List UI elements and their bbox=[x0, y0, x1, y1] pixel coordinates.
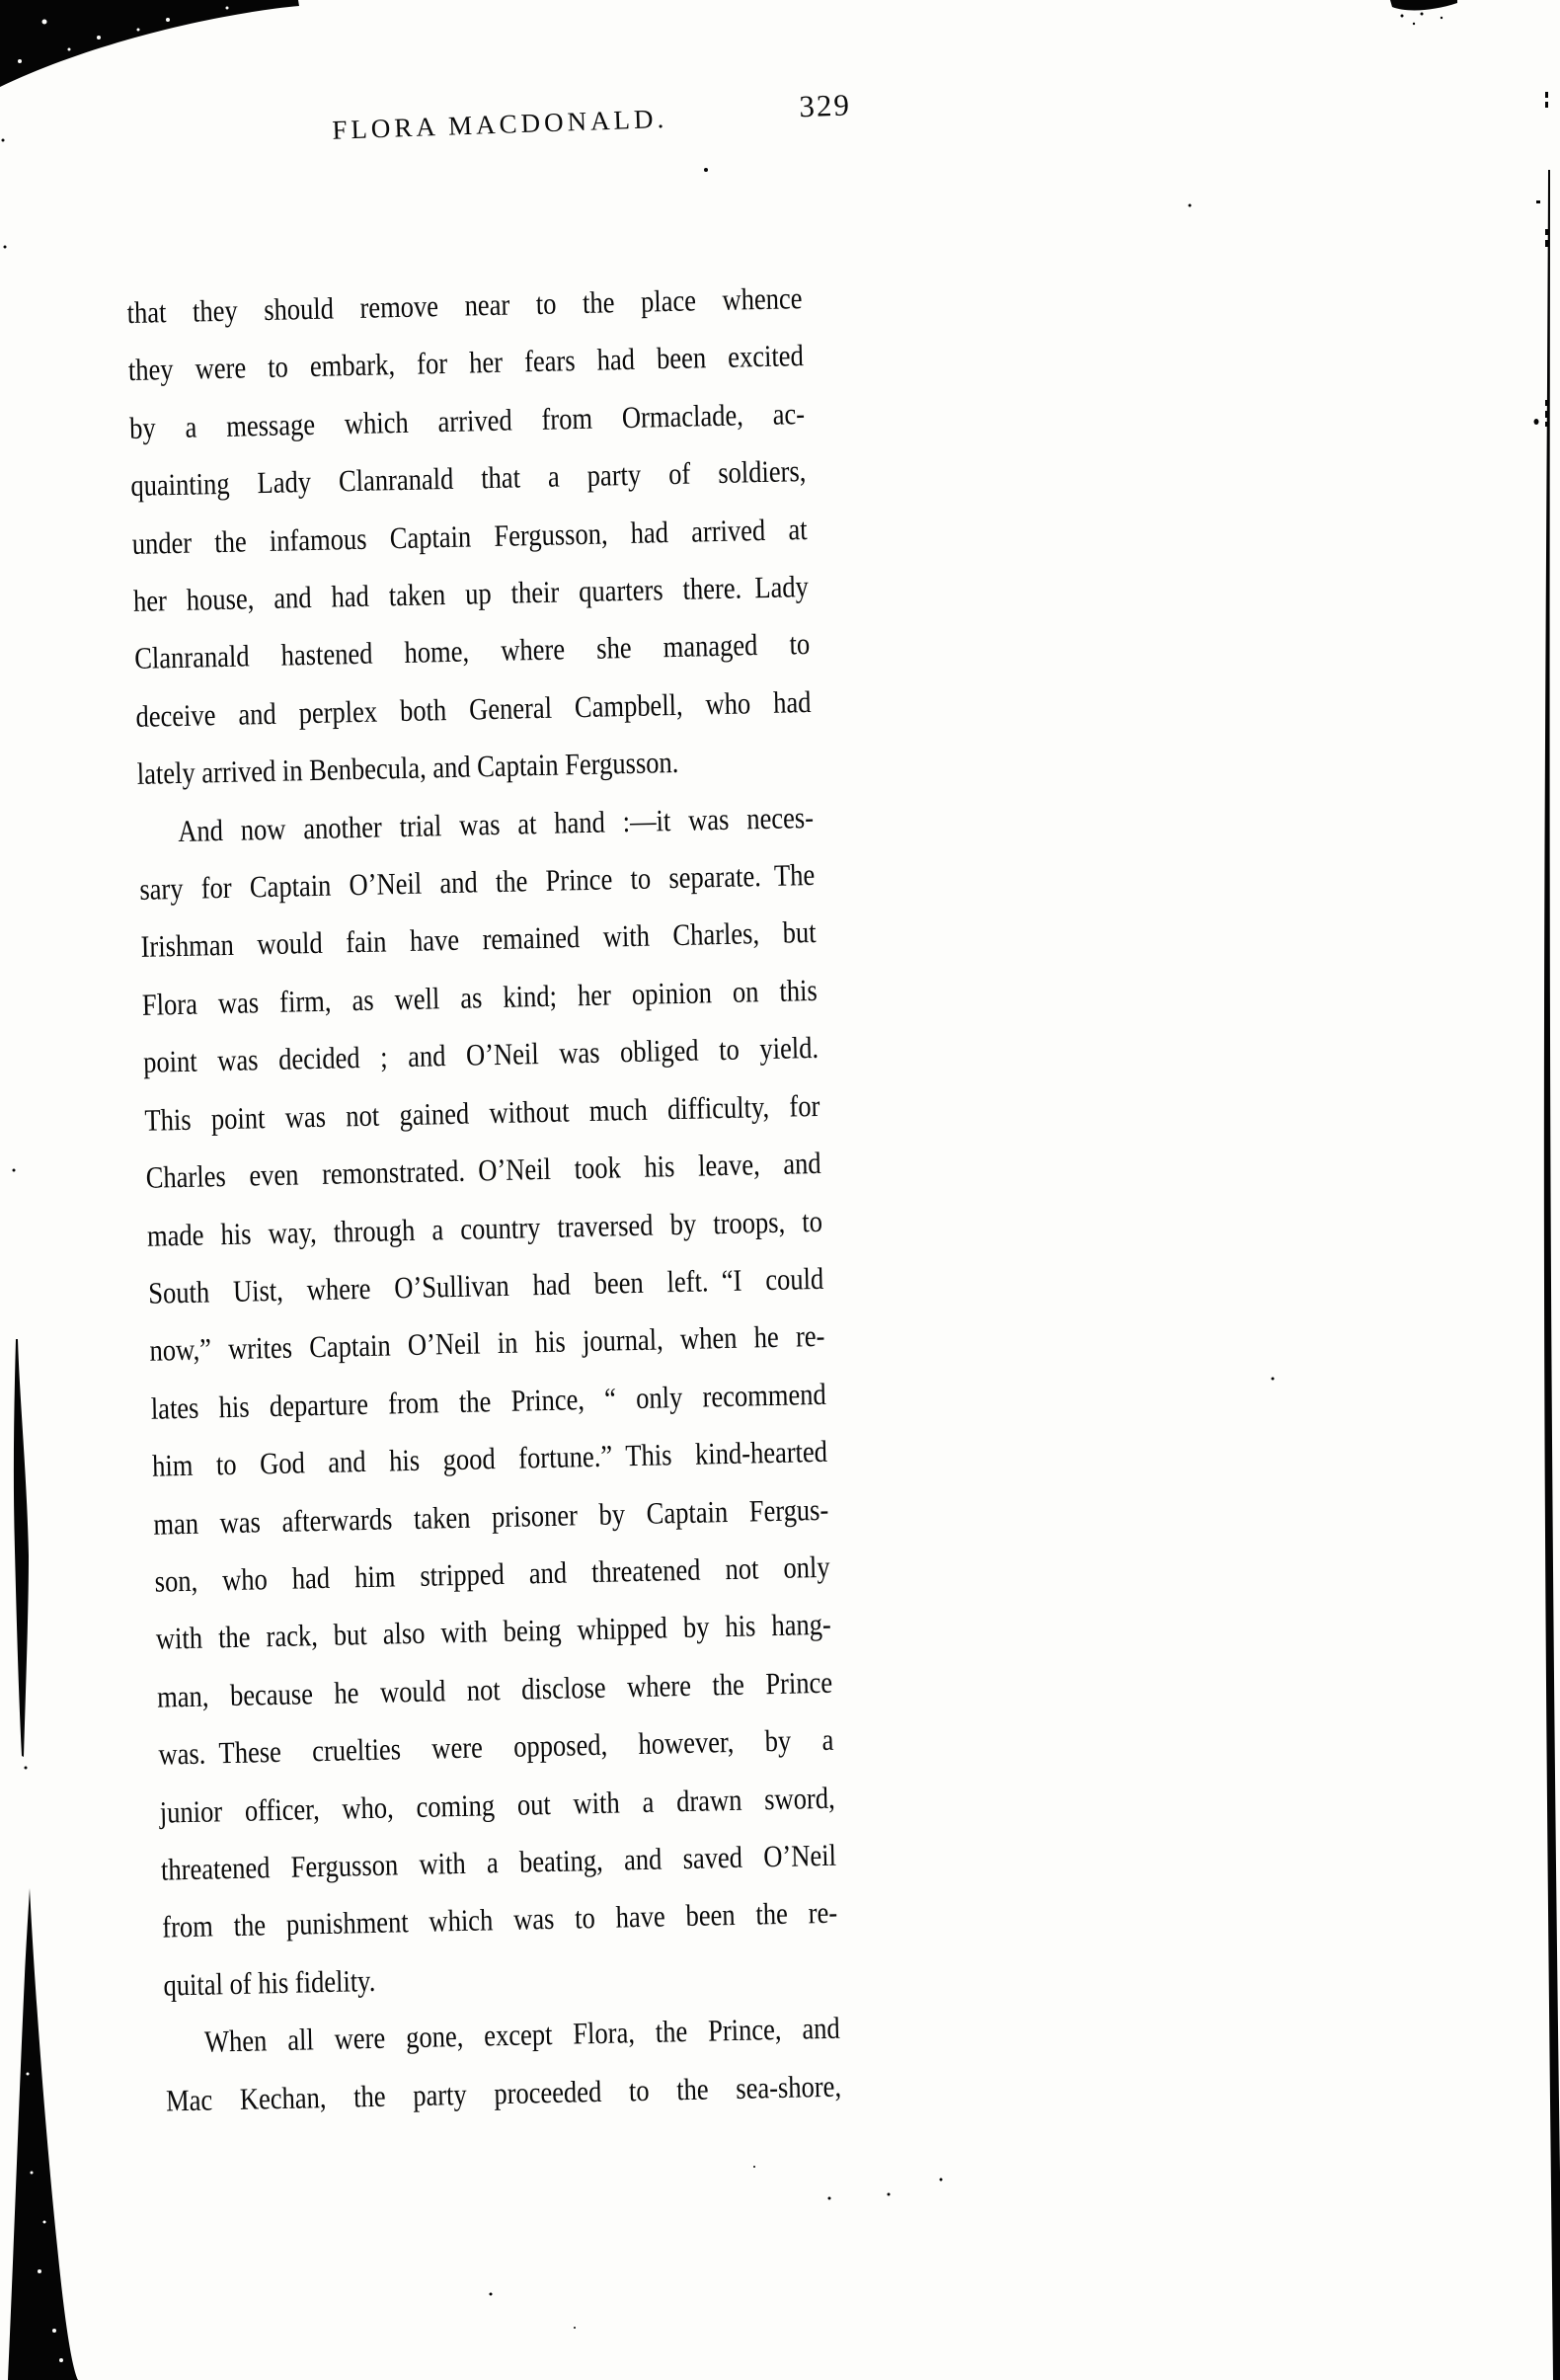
text-line: they were to embark, for her fears had been excited bbox=[127, 338, 805, 388]
text-line: lates his departure from the Prince, “ only recommend bbox=[150, 1376, 827, 1426]
text-line: point was decided ; and O’Neil was obliged to yield. bbox=[142, 1030, 819, 1080]
text-line: was. These cruelties were opposed, however, by a bbox=[158, 1721, 834, 1772]
text-line: And now another trial was at hand :—it was neces- bbox=[177, 799, 815, 848]
scan-artifact-left-streak bbox=[14, 1339, 29, 1757]
text-line: Irishman would fain have remained with Charles, but bbox=[140, 914, 817, 965]
text-line: Clanranald hastened home, where she managed to bbox=[133, 626, 811, 676]
text-line: sary for Captain O’Neil and the Prince to separate. The bbox=[138, 856, 816, 907]
text-line: son, who had him stripped and threatened not only bbox=[154, 1548, 830, 1599]
text-line: South Uist, where O’Sullivan had been left. “I could bbox=[147, 1260, 824, 1310]
text-line: When all were gone, except Flora, the Prince, and bbox=[203, 2010, 841, 2059]
page-number: 329 bbox=[798, 87, 852, 124]
scan-artifact-bottom-left-wedge bbox=[8, 1888, 78, 2380]
scan-artifact-top-right-smudge bbox=[1390, 0, 1457, 10]
text-line: Flora was firm, as well as kind; her opinion on this bbox=[141, 972, 819, 1022]
text-line: Charles even remonstrated. O’Neil took his leave, and bbox=[145, 1145, 821, 1195]
text-line: now,” writes Captain O’Neil in his journal, when he re- bbox=[149, 1318, 825, 1369]
text-line: from the punishment which was to have been the re- bbox=[161, 1895, 838, 1944]
text-line: by a message which arrived from Ormaclade, ac- bbox=[128, 395, 806, 445]
text-line: made his way, through a country traversed by troops, to bbox=[146, 1203, 823, 1253]
text-line: junior officer, who, coming out with a drawn sword, bbox=[159, 1780, 835, 1830]
text-line: with the rack, but also with being whipped by his hang- bbox=[155, 1607, 832, 1657]
text-line: threatened Fergusson with a beating, and saved O’Neil bbox=[160, 1837, 837, 1887]
body-text bbox=[126, 270, 842, 2129]
text-line: This point was not gained without much difficulty, for bbox=[144, 1087, 820, 1138]
body-lines bbox=[126, 270, 842, 2129]
scan-artifact-right-edge-dashes bbox=[1534, 92, 1549, 427]
running-head bbox=[126, 87, 852, 172]
text-line: lately arrived in Benbecula, and Captain Fergusson. bbox=[136, 745, 679, 792]
text-line: that they should remove near to the place whence bbox=[126, 280, 803, 330]
text-line: her house, and had taken up their quarters there. Lady bbox=[132, 569, 810, 618]
scan-artifact-right-edge-strip bbox=[1544, 170, 1560, 2380]
text-line: quital of his fidelity. bbox=[163, 1962, 376, 2003]
text-line: man, because he would not disclose where the Prince bbox=[156, 1664, 833, 1714]
text-line: quainting Lady Clanranald that a party of soldiers, bbox=[130, 453, 807, 504]
text-line: deceive and perplex both General Campbell, who had bbox=[135, 683, 812, 734]
text-line: Mac Kechan, the party proceeded to the sea-shore, bbox=[165, 2068, 842, 2118]
page-title: FLORA MACDONALD. bbox=[331, 103, 668, 145]
text-line: under the infamous Captain Fergusson, had arrived at bbox=[131, 511, 808, 561]
text-line: man was afterwards taken prisoner by Captain Fergus- bbox=[152, 1491, 829, 1542]
scan-artifact-top-left-wedge bbox=[0, 0, 299, 87]
text-line: him to God and his good fortune.” This kind-hearted bbox=[151, 1433, 828, 1483]
